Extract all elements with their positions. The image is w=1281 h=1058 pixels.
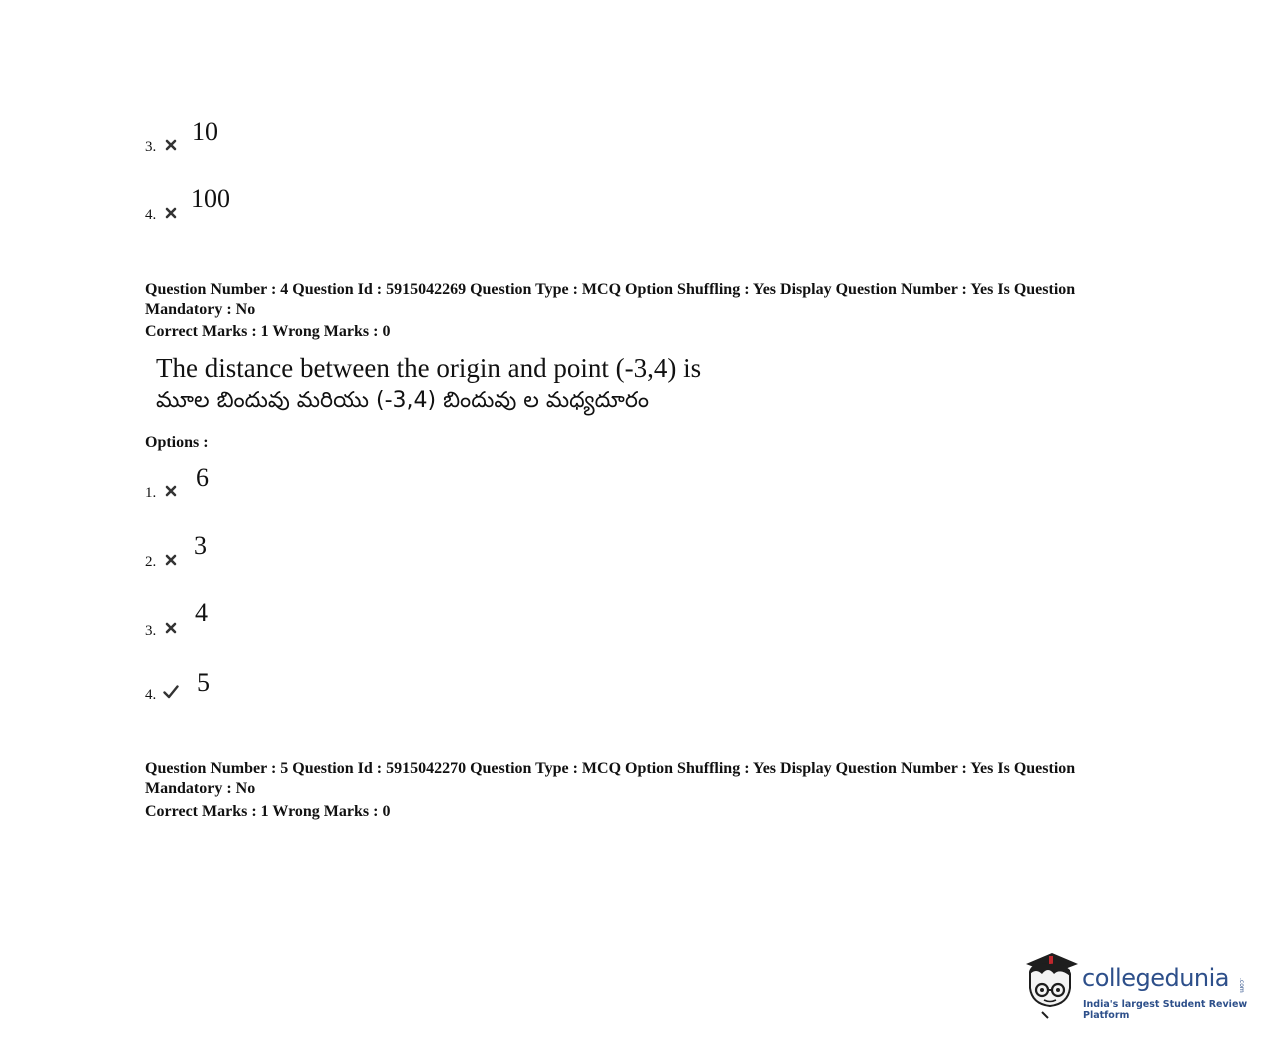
cross-icon bbox=[165, 554, 177, 566]
brand-domain: .com bbox=[1238, 978, 1245, 993]
option-value: 100 bbox=[191, 184, 230, 213]
option-value: 6 bbox=[196, 463, 209, 492]
option-number: 3. bbox=[145, 623, 157, 639]
option-number: 4. bbox=[145, 687, 157, 703]
cross-icon bbox=[165, 139, 177, 151]
marks-info: Correct Marks : 1 Wrong Marks : 0 bbox=[145, 323, 391, 340]
option-number: 3. bbox=[145, 139, 157, 155]
question-meta bbox=[145, 759, 1175, 799]
brand-tagline: India's largest Student Review Platform bbox=[1083, 999, 1248, 1021]
question-meta-line: Question Number : 4 Question Id : 5915042269 Question Type : MCQ Option Shuffling : Yes Display Question Number : Yes Is Question bbox=[145, 281, 1076, 298]
options-label: Options : bbox=[145, 434, 209, 451]
cross-icon bbox=[165, 622, 177, 634]
question-meta bbox=[145, 280, 1175, 320]
question-meta-line: Mandatory : No bbox=[145, 301, 256, 318]
option-number: 4. bbox=[145, 207, 157, 223]
cross-icon bbox=[165, 485, 177, 497]
option-value: 10 bbox=[192, 117, 218, 146]
question-meta-line: Question Number : 5 Question Id : 5915042270 Question Type : MCQ Option Shuffling : Yes Display Question Number : Yes Is Question bbox=[145, 760, 1076, 777]
cross-icon bbox=[165, 207, 177, 219]
question-text-english: The distance between the origin and point (-3,4) is bbox=[156, 353, 702, 383]
check-icon bbox=[163, 685, 179, 699]
option-value: 4 bbox=[195, 598, 208, 627]
question-meta-line: Mandatory : No bbox=[145, 780, 256, 797]
option-value: 3 bbox=[194, 531, 207, 560]
marks-info: Correct Marks : 1 Wrong Marks : 0 bbox=[145, 803, 391, 820]
option-number: 1. bbox=[145, 485, 157, 501]
question-text-telugu: మూల బిందువు మరియు (-3,4) బిందువు ల మధ్యదూరం bbox=[156, 388, 650, 413]
option-number: 2. bbox=[145, 554, 157, 570]
option-value: 5 bbox=[197, 668, 210, 697]
brand-name: collegedunia bbox=[1082, 964, 1230, 992]
